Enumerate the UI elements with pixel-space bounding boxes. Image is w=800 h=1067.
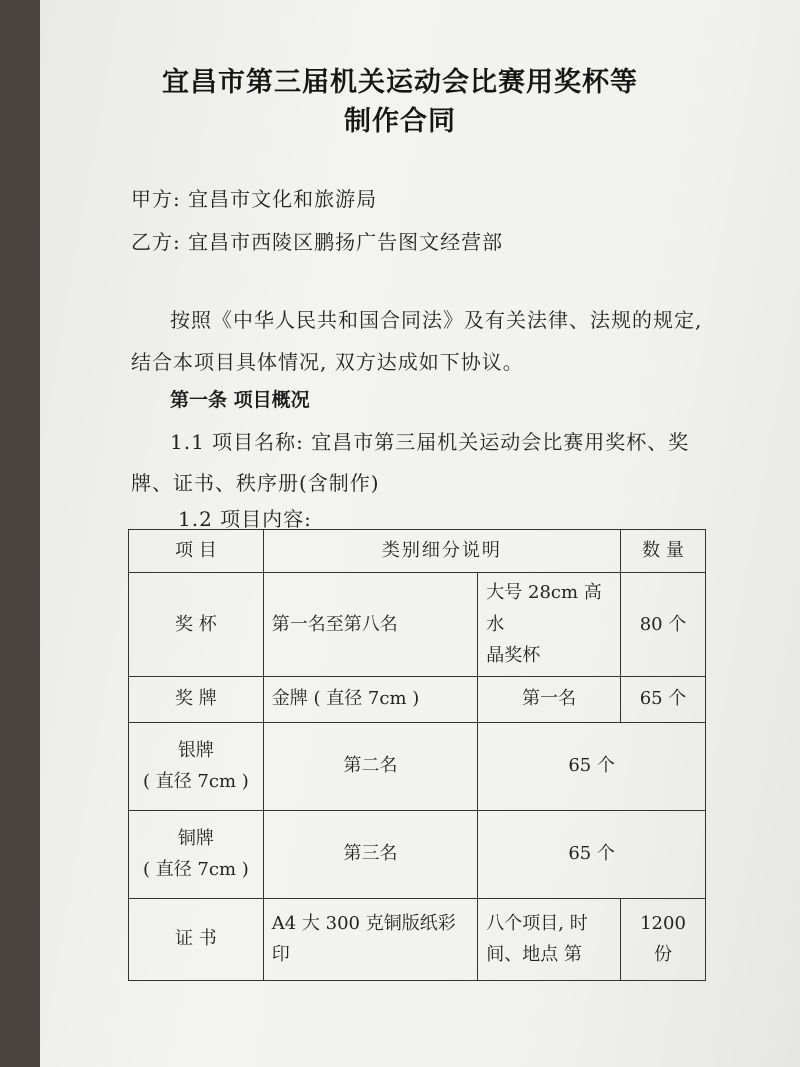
- row-quantity: 65 个: [478, 722, 706, 810]
- document-title-line2: 制作合同: [344, 106, 456, 137]
- row-item: 奖 牌: [129, 676, 264, 722]
- item-1-1-line1: 1.1 项目名称: 宜昌市第三届机关运动会比赛用奖杯、奖: [170, 430, 690, 454]
- row-item: 证 书: [129, 898, 264, 980]
- table-header-row: [129, 530, 706, 573]
- row-quantity: 65 个: [478, 810, 706, 898]
- table-row: [129, 676, 706, 722]
- row-desc-b: [478, 898, 621, 980]
- article-1-heading: 第一条 项目概况: [170, 389, 310, 411]
- document-title-line1: 宜昌市第三届机关运动会比赛用奖杯等: [162, 67, 638, 98]
- table-row: [129, 810, 706, 898]
- header-quantity: 数 量: [621, 530, 706, 573]
- row-desc-b: 第一名: [478, 676, 621, 722]
- row-item: [129, 810, 264, 898]
- row-desc: 第三名: [263, 810, 478, 898]
- row-item-line: 铜牌: [177, 827, 214, 849]
- project-content-table: [128, 529, 706, 981]
- row-desc-b-line: 间、地点 第: [486, 944, 582, 965]
- row-item-line: ( 直径 7cm ): [142, 771, 249, 792]
- table-row: [129, 898, 706, 980]
- row-desc-a: 金牌 ( 直径 7cm ): [263, 676, 478, 722]
- intro-paragraph-line1: 按照《中华人民共和国合同法》及有关法律、法规的规定,: [170, 308, 703, 332]
- row-item-line: 银牌: [177, 739, 214, 761]
- row-desc-b-line: 大号 28cm 高水: [486, 582, 602, 635]
- table-row: [129, 722, 706, 810]
- row-quantity: 1200 份: [621, 898, 706, 980]
- row-item-line: ( 直径 7cm ): [142, 859, 249, 880]
- row-desc-b: [478, 573, 621, 677]
- row-quantity: 65 个: [621, 676, 706, 722]
- table-row: [129, 573, 706, 677]
- row-quantity: 80 个: [621, 573, 706, 677]
- row-desc-a: 第一名至第八名: [263, 573, 478, 677]
- item-1-1-line2: 牌、证书、秩序册(含制作): [131, 471, 380, 495]
- intro-paragraph-line2: 结合本项目具体情况, 双方达成如下协议。: [131, 350, 524, 374]
- row-item: [129, 722, 264, 810]
- party-b-line: 乙方: 宜昌市西陵区鹏扬广告图文经营部: [131, 230, 504, 254]
- party-a-line: 甲方: 宜昌市文化和旅游局: [131, 187, 378, 211]
- row-item: 奖 杯: [129, 573, 264, 677]
- row-desc-a: A4 大 300 克铜版纸彩印: [263, 898, 478, 980]
- header-description: 类别细分说明: [263, 530, 620, 573]
- header-item: 项 目: [129, 530, 264, 573]
- item-1-2-label: 1.2 项目内容:: [178, 507, 312, 531]
- row-desc: 第二名: [263, 722, 478, 810]
- row-desc-b-line: 八个项目, 时: [486, 912, 588, 934]
- row-desc-b-line: 晶奖杯: [486, 645, 541, 666]
